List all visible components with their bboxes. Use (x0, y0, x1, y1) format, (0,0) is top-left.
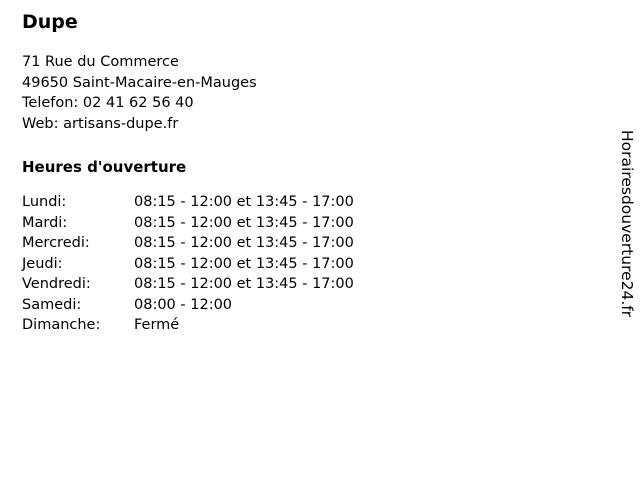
day-label: Mardi: (22, 214, 68, 231)
day-label: Vendredi: (22, 276, 91, 292)
website-line: Web: artisans-dupe.fr (22, 115, 179, 132)
day-times: Fermé (134, 317, 180, 333)
address-street: 71 Rue du Commerce (22, 54, 179, 70)
day-times: 08:15 - 12:00 et 13:45 - 17:00 (134, 276, 354, 292)
table-row (22, 233, 354, 254)
table-row (22, 315, 354, 336)
day-times: 08:15 - 12:00 et 13:45 - 17:00 (134, 235, 354, 251)
day-times: 08:15 - 12:00 et 13:45 - 17:00 (134, 214, 354, 231)
table-row (22, 254, 354, 275)
opening-hours-table (22, 192, 354, 336)
phone-line: Telefon: 02 41 62 56 40 (22, 95, 194, 111)
table-row (22, 274, 354, 295)
business-info-block (22, 10, 602, 336)
opening-hours-heading: Heures d'ouverture (22, 158, 187, 176)
address-city: 49650 Saint-Macaire-en-Mauges (22, 74, 257, 91)
day-times: 08:15 - 12:00 et 13:45 - 17:00 (134, 255, 354, 272)
table-row (22, 213, 354, 234)
day-label: Jeudi: (22, 255, 63, 272)
day-label: Lundi: (22, 194, 67, 210)
day-times: 08:15 - 12:00 et 13:45 - 17:00 (134, 194, 354, 210)
day-times: 08:00 - 12:00 (134, 296, 233, 313)
watermark-brand: Horairesdouverture24.fr (618, 130, 636, 318)
day-label: Samedi: (22, 296, 82, 313)
day-label: Dimanche: (22, 317, 101, 333)
address-block (22, 52, 602, 134)
page-title: Dupe (22, 11, 78, 33)
table-row (22, 295, 354, 316)
table-row (22, 192, 354, 213)
day-label: Mercredi: (22, 235, 90, 251)
